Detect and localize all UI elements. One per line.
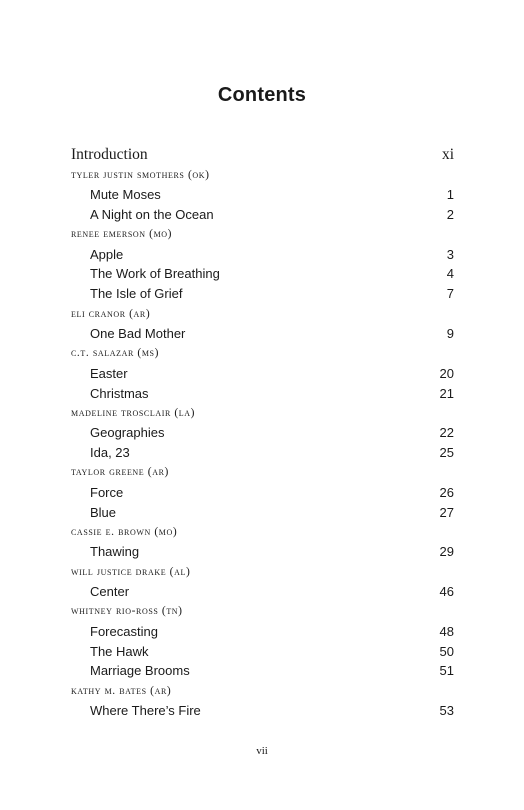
toc-entry [71,641,454,661]
author-name: cassie e. brown (mo) [71,525,178,538]
toc-entry [71,542,454,562]
toc-entry [71,185,454,205]
entry-page-number: 25 [439,445,454,461]
entry-title: Force [90,484,124,500]
entry-title: Forecasting [90,623,158,639]
toc-entry [71,284,454,304]
toc-entry-introduction [71,145,454,165]
entry-title: One Bad Mother [90,326,186,342]
toc-author-heading [71,343,454,363]
toc-entry [71,582,454,602]
author-name: c.t. salazar (ms) [71,347,160,360]
toc-author-heading [71,224,454,244]
entry-title: Geographies [90,425,165,441]
entry-page-number: 9 [446,326,454,342]
toc-entry [71,324,454,344]
entry-page-number: 1 [446,187,454,203]
toc-author-heading [71,463,454,483]
author-name: tyler justin smothers (ok) [71,168,210,181]
page-title: Contents [217,84,307,106]
entry-title: Apple [90,246,124,262]
entry-title: The Hawk [90,643,149,659]
toc-entry [71,244,454,264]
author-name: eli cranor (ar) [71,307,151,320]
entry-title: Easter [90,365,128,381]
entry-title: Where There’s Fire [90,703,201,719]
entry-title: Thawing [90,544,140,560]
entry-page-number: 20 [439,365,454,381]
author-name: renee emerson (mo) [71,228,173,241]
entry-page-number: 26 [439,484,454,500]
author-name: whitney rio-ross (tn) [71,605,183,618]
entry-title: The Work of Breathing [90,266,220,282]
entry-title: Blue [90,504,117,520]
toc-author-heading [71,403,454,423]
toc-author-heading [71,681,454,701]
toc-entry [71,621,454,641]
toc-author-heading [71,522,454,542]
entry-title: Marriage Brooms [90,663,190,679]
author-name: taylor greene (ar) [71,466,169,479]
toc-entry [71,264,454,284]
toc-entry [71,482,454,502]
toc-author-heading [71,165,454,185]
entry-page-number: xi [441,145,454,163]
entry-page-number: 2 [446,206,454,222]
entry-page-number: 51 [439,663,454,679]
entry-page-number: 22 [439,425,454,441]
toc-entry [71,383,454,403]
entry-title: The Isle of Grief [90,286,183,302]
entry-title: Ida, 23 [90,445,130,461]
entry-page-number: 4 [446,266,454,282]
entry-title: Mute Moses [90,187,161,203]
entry-page-number: 3 [446,246,454,262]
entry-page-number: 48 [439,623,454,639]
table-of-contents [71,145,454,720]
entry-page-number: 46 [439,583,454,599]
entry-title: A Night on the Ocean [90,206,214,222]
toc-entry [71,205,454,225]
entry-page-number: 50 [439,643,454,659]
entry-page-number: 21 [439,385,454,401]
toc-author-heading [71,304,454,324]
entry-page-number: 27 [439,504,454,520]
entry-page-number: 53 [439,703,454,719]
entry-page-number: 7 [446,286,454,302]
toc-author-heading [71,601,454,621]
author-name: madeline trosclair (la) [71,406,196,419]
toc-entry [71,363,454,383]
toc-entry [71,502,454,522]
toc-entry [71,443,454,463]
entry-title: Introduction [71,145,148,163]
entry-title: Center [90,583,130,599]
author-name: will justice drake (al) [71,565,191,578]
toc-author-heading [71,562,454,582]
page-number: vii [256,745,268,757]
entry-title: Christmas [90,385,149,401]
author-name: kathy m. bates (ar) [71,684,172,697]
toc-entry [71,701,454,721]
toc-entry [71,661,454,681]
entry-page-number: 29 [439,544,454,560]
toc-entry [71,423,454,443]
